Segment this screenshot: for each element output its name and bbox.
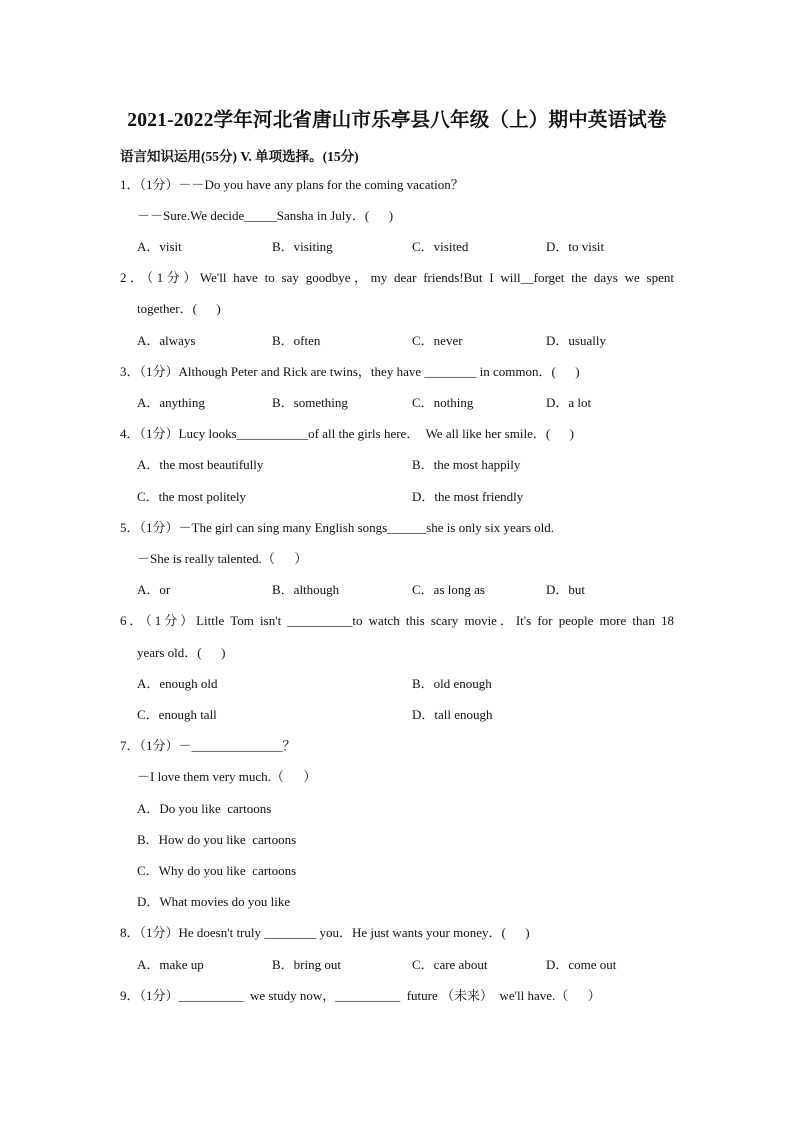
question-5-option-b: B．although [272,582,340,597]
question-5-stem-cont: －She is really talented.（ ） [137,551,308,566]
section-heading: 语言知识运用(55分) V. 单项选择。(15分) [120,149,359,164]
question-1-option-c: C．visited [412,239,469,254]
question-5-stem: 5．（1分）－The girl can sing many English songs______she is only six years old. [120,520,555,535]
question-6-option-d: D．tall enough [412,707,493,722]
question-1-option-a: A．visit [137,239,182,254]
question-9-stem: 9．（1分）__________ we study now，__________ future （未来） we'll have.（ ） [120,988,601,1003]
question-3-option-d: D．a lot [546,395,592,410]
question-5-option-c: C．as long as [412,582,485,597]
question-7-option-c: C．Why do you like cartoons [137,863,297,878]
question-2-stem: 2．（1分）We'll have to say goodbye，my dear friends!But I will__forget the days we spent [120,270,674,285]
question-3-option-c: C．nothing [412,395,474,410]
question-1-stem-cont: －－Sure.We decide_____Sansha in July．( ) [137,208,394,223]
question-2-stem-cont: together．( ) [137,301,221,316]
question-4-option-b: B．the most happily [412,457,521,472]
question-6-stem: 6．（1分）Little Tom isn't __________to watch this scary movie．It's for people more than 18 [120,613,674,628]
question-1-stem: 1．（1分）－－Do you have any plans for the coming vacation？ [120,177,464,192]
question-8-option-d: D．come out [546,957,617,972]
question-2-option-d: D．usually [546,333,606,348]
question-3-option-b: B．something [272,395,348,410]
question-2-option-b: B．often [272,333,321,348]
question-2-option-c: C．never [412,333,463,348]
page-title: 2021-2022学年河北省唐山市乐亭县八年级（上）期中英语试卷 [127,110,667,131]
question-1-option-d: D．to visit [546,239,605,254]
question-8-option-a: A．make up [137,957,204,972]
question-7-option-a: A．Do you like cartoons [137,801,272,816]
question-4-option-a: A．the most beautifully [137,457,264,472]
question-5-option-d: D．but [546,582,586,597]
question-6-option-a: A．enough old [137,676,218,691]
question-4-option-c: C．the most politely [137,489,247,504]
question-8-option-c: C．care about [412,957,488,972]
question-1-option-b: B．visiting [272,239,333,254]
question-7-stem-cont: －I love them very much.（ ） [137,769,317,784]
question-8-option-b: B．bring out [272,957,341,972]
question-7-option-d: D．What movies do you like [137,894,291,909]
question-6-option-c: C．enough tall [137,707,217,722]
question-6-option-b: B．old enough [412,676,492,691]
question-7-stem: 7．（1分）－______________？ [120,738,296,753]
question-4-stem: 4．（1分）Lucy looks___________of all the girls here． We all like her smile．( ) [120,426,574,441]
question-8-stem: 8．（1分）He doesn't truly ________ you．He just wants your money．( ) [120,925,530,940]
question-5-option-a: A．or [137,582,171,597]
question-3-option-a: A．anything [137,395,205,410]
question-4-option-d: D．the most friendly [412,489,524,504]
question-7-option-b: B．How do you like cartoons [137,832,297,847]
question-2-option-a: A．always [137,333,196,348]
question-3-stem: 3．（1分）Although Peter and Rick are twins，they have ________ in common．( ) [120,364,580,379]
question-6-stem-cont: years old．( ) [137,645,226,660]
